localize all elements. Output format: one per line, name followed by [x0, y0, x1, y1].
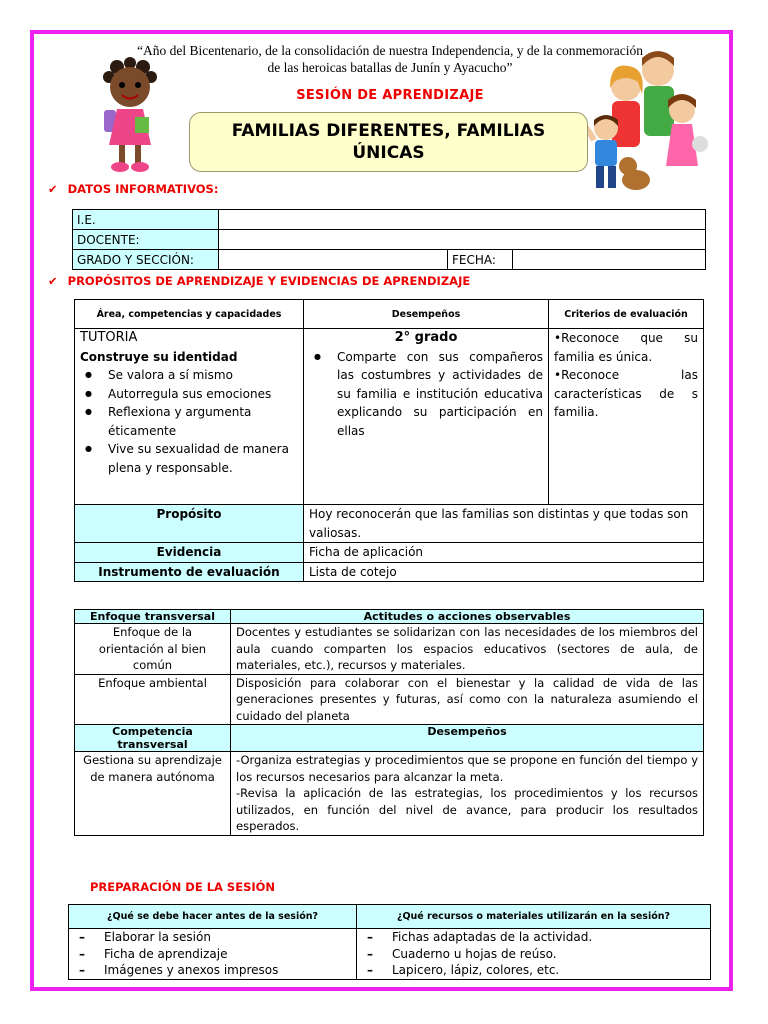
- preparacion-table: [68, 904, 711, 980]
- checkmark-icon: ✔: [48, 182, 58, 196]
- list-item: ● Reflexiona y argumenta éticamente: [108, 403, 298, 440]
- desempeno-transversal-2: -Revisa la aplicación de las estrategias, los procedimientos y los recursos utilizados, en función del nivel de avance, para producir los resultados esperados.: [236, 786, 698, 833]
- motto-line-1: “Año del Bicentenario, de la consolidación de nuestra Independencia, y de la conmemoración: [136, 43, 644, 58]
- list-item: ● Se valora a sí mismo: [108, 366, 298, 385]
- criterios-cell: [549, 329, 704, 505]
- desempeno-list: [309, 348, 543, 441]
- grado-value[interactable]: [219, 250, 448, 270]
- list-item: – Lapicero, lápiz, colores, etc.: [392, 962, 705, 979]
- antes-cell: [69, 929, 357, 980]
- list-item: – Elaborar la sesión: [104, 929, 351, 946]
- datos-heading: [48, 182, 218, 196]
- col-desempenos-transversal: Desempeños: [231, 725, 704, 752]
- list-item: ● Autorregula sus emociones: [108, 385, 298, 404]
- propositos-table: [74, 299, 704, 582]
- area-name: TUTORIA: [80, 330, 138, 345]
- col-desempenos: Desempeños: [304, 300, 549, 329]
- grado-label: GRADO Y SECCIÓN:: [73, 250, 219, 270]
- ie-value[interactable]: [219, 210, 706, 230]
- desempenos-transversal: [231, 752, 704, 836]
- preparacion-heading: PREPARACIÓN DE LA SESIÓN: [90, 880, 276, 894]
- list-item: – Fichas adaptadas de la actividad.: [392, 929, 705, 946]
- motto: [90, 42, 690, 76]
- competencia-transversal: Gestiona su aprendizaje de manera autónoma: [75, 752, 231, 836]
- capacidades-list: [80, 366, 298, 477]
- list-item: ● Comparte con sus compañeros las costumbres y actividades de su familia e institución educativa explicando su participación en ellas: [337, 348, 543, 441]
- list-item: – Cuaderno u hojas de reúso.: [392, 946, 705, 963]
- main-title: [209, 120, 569, 164]
- ie-label: I.E.: [73, 210, 219, 230]
- list-item: – Imágenes y anexos impresos: [104, 962, 351, 979]
- col-competencia: Competencia transversal: [75, 725, 231, 752]
- enfoques-table: [74, 609, 704, 836]
- col-recursos: ¿Qué recursos o materiales utilizarán en la sesión?: [357, 905, 711, 929]
- session-title: SESIÓN DE APRENDIZAJE: [296, 88, 484, 103]
- enfoque-1: Enfoque de la orientación al bien común: [75, 624, 231, 675]
- actitud-1: Docentes y estudiantes se solidarizan con las necesidades de los miembros del aula cuando comparten los espacios educativos (sectores de aula, de materiales, etc.), recursos y materiales.: [231, 624, 704, 675]
- main-title-box: [189, 112, 588, 172]
- motto-line-2: de las heroicas batallas de Junín y Ayacucho”: [267, 60, 513, 75]
- desempeno-cell: [304, 329, 549, 505]
- list-item: ● Vive su sexualidad de manera plena y responsable.: [108, 440, 298, 477]
- recursos-cell: [357, 929, 711, 980]
- antes-list: [74, 929, 351, 979]
- main-title-line-2: ÚNICAS: [352, 143, 425, 163]
- enfoque-2: Enfoque ambiental: [75, 674, 231, 725]
- propositos-heading: [48, 274, 470, 288]
- proposito-label: Propósito: [75, 505, 304, 543]
- desempeno-transversal-1: -Organiza estrategias y procedimientos que se propone en función del tiempo y los recursos necesarios para alcanzar la meta.: [236, 753, 698, 784]
- col-area: Área, competencias y capacidades: [75, 300, 304, 329]
- area-cell: [75, 329, 304, 505]
- fecha-label: FECHA:: [448, 250, 513, 270]
- actitud-2: Disposición para colaborar con el bienestar y la calidad de vida de las generaciones presentes y futuras, así como con la naturaleza asumiendo el cuidado del planeta: [231, 674, 704, 725]
- propositos-heading-text: PROPÓSITOS DE APRENDIZAJE Y EVIDENCIAS DE APRENDIZAJE: [67, 274, 471, 288]
- criterio-1: •Reconoce que su familia es única.: [554, 331, 698, 364]
- docente-label: DOCENTE:: [73, 230, 219, 250]
- datos-heading-text: DATOS INFORMATIVOS:: [67, 182, 219, 196]
- checkmark-icon: ✔: [48, 274, 58, 288]
- competencia-name: Construye su identidad: [80, 349, 238, 364]
- docente-value[interactable]: [219, 230, 706, 250]
- instrumento-text: Lista de cotejo: [304, 562, 704, 582]
- criterio-2: •Reconoce las características de s familia.: [554, 368, 698, 419]
- col-criterios: Criterios de evaluación: [549, 300, 704, 329]
- instrumento-label: Instrumento de evaluación: [75, 562, 304, 582]
- col-antes: ¿Qué se debe hacer antes de la sesión?: [69, 905, 357, 929]
- evidencia-text: Ficha de aplicación: [304, 543, 704, 563]
- datos-table: [72, 209, 706, 270]
- recursos-list: [362, 929, 705, 979]
- col-enfoque: Enfoque transversal: [75, 610, 231, 624]
- col-actitudes: Actitudes o acciones observables: [231, 610, 704, 624]
- fecha-value[interactable]: [513, 250, 706, 270]
- evidencia-label: Evidencia: [75, 543, 304, 563]
- list-item: – Ficha de aprendizaje: [104, 946, 351, 963]
- main-title-line-1: FAMILIAS DIFERENTES, FAMILIAS: [231, 121, 546, 141]
- grado-label: 2° grado: [394, 330, 458, 345]
- proposito-text: Hoy reconocerán que las familias son distintas y que todas son valiosas.: [304, 505, 704, 543]
